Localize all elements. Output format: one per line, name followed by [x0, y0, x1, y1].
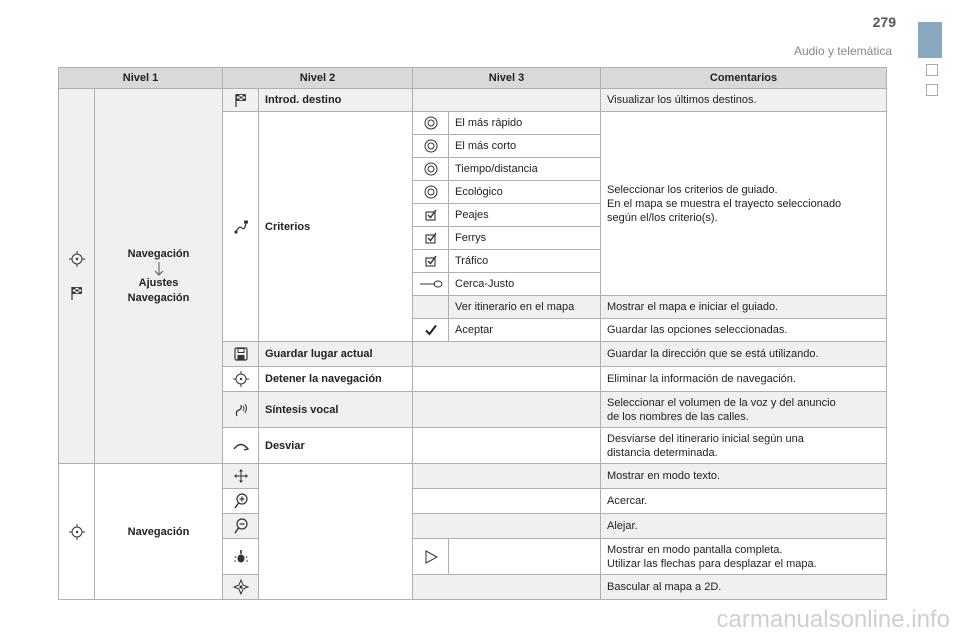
- criterios-comment: [601, 112, 887, 296]
- voice-icon[interactable]: [233, 402, 249, 418]
- option-icon-cell: [413, 204, 449, 227]
- pantalla-comment-line: Utilizar las flechas para desplazar el mapa.: [607, 557, 817, 570]
- introd-destino-label[interactable]: Introd. destino: [259, 89, 413, 112]
- chapter-tab: [918, 22, 942, 58]
- hand-icon-cell: [223, 539, 259, 575]
- header-level-3: Nivel 3: [413, 68, 601, 89]
- mapa2d-comment: Bascular al mapa a 2D.: [601, 575, 887, 600]
- criterios-comment-line: En el mapa se muestra el trayecto seleccionado: [607, 197, 842, 210]
- header-level-2: Nivel 2: [223, 68, 413, 89]
- level1-title: Navegación: [127, 247, 190, 260]
- desviar-icon-cell: [223, 428, 259, 464]
- checkbox-icon[interactable]: [423, 253, 439, 269]
- criterios-comment-line: Seleccionar los criterios de guiado.: [607, 183, 778, 196]
- desviar-comment-line: Desviarse del itinerario inicial según una: [607, 432, 804, 445]
- acercar-comment: Acercar.: [601, 489, 887, 514]
- empty-cell: [413, 464, 601, 489]
- checkmark-icon[interactable]: [423, 322, 439, 338]
- table-header-row: [59, 68, 887, 89]
- empty-cell: [413, 89, 601, 112]
- level1-icons-cell: [59, 89, 95, 464]
- option-icon-cell: [413, 135, 449, 158]
- introd-comment: Visualizar los últimos destinos.: [601, 89, 887, 112]
- route-criteria-icon[interactable]: [233, 219, 249, 235]
- map-2d-icon[interactable]: [233, 579, 249, 595]
- empty-cell: [413, 342, 601, 367]
- aceptar-label[interactable]: Aceptar: [449, 319, 601, 342]
- crosshair-icon[interactable]: [233, 371, 249, 387]
- header-level-1: Nivel 1: [59, 68, 223, 89]
- empty-cell: [413, 367, 601, 392]
- table-row: [59, 464, 887, 489]
- detour-icon[interactable]: [233, 438, 249, 454]
- move-icon-cell: [223, 464, 259, 489]
- radio-option-icon[interactable]: [423, 138, 439, 154]
- watermark: carmanualsonline.info: [716, 606, 950, 633]
- arrow-down-icon: [154, 262, 164, 276]
- criterios-comment-line: según el/los criterio(s).: [607, 211, 718, 224]
- empty-cell: [413, 392, 601, 428]
- option-cerca-justo[interactable]: Cerca-Justo: [449, 273, 601, 296]
- guardar-label[interactable]: Guardar lugar actual: [259, 342, 413, 367]
- empty-cell: [413, 514, 601, 539]
- zoom-out-icon-cell: [223, 514, 259, 539]
- header-comments: Comentarios: [601, 68, 887, 89]
- checkbox-icon[interactable]: [423, 207, 439, 223]
- empty-cell: [413, 489, 601, 514]
- alejar-comment: Alejar.: [601, 514, 887, 539]
- page-number: 279: [872, 14, 896, 30]
- sintesis-comment: [601, 392, 887, 428]
- sintesis-label[interactable]: Síntesis vocal: [259, 392, 413, 428]
- option-icon-cell: [413, 112, 449, 135]
- option-trafico[interactable]: Tráfico: [449, 250, 601, 273]
- ver-itinerario-comment: Mostrar el mapa e iniciar el guiado.: [601, 296, 887, 319]
- criterios-icon-cell: [223, 112, 259, 342]
- zoom-in-icon[interactable]: [233, 493, 249, 509]
- detener-comment: Eliminar la información de navegación.: [601, 367, 887, 392]
- option-icon-cell: [413, 227, 449, 250]
- option-icon-cell: [413, 181, 449, 204]
- level1-icon-cell-2: [59, 464, 95, 600]
- checkered-flag-icon: [69, 285, 85, 301]
- crosshair-icon: [69, 524, 85, 540]
- level1-sub1: Ajustes: [138, 276, 179, 289]
- guardar-comment: Guardar la dirección que se está utilizando.: [601, 342, 887, 367]
- section-title: Audio y telemática: [793, 44, 892, 58]
- chapter-tab-box: [926, 64, 938, 76]
- detener-icon-cell: [223, 367, 259, 392]
- option-tiempo-distancia[interactable]: Tiempo/distancia: [449, 158, 601, 181]
- chapter-tab-box: [926, 84, 938, 96]
- radio-option-icon[interactable]: [423, 184, 439, 200]
- map2d-icon-cell: [223, 575, 259, 600]
- radio-option-icon[interactable]: [423, 115, 439, 131]
- desviar-comment-line: distancia determinada.: [607, 446, 718, 459]
- option-el-mas-rapido[interactable]: El más rápido: [449, 112, 601, 135]
- empty-cell: [259, 464, 413, 600]
- pantalla-comment: [601, 539, 887, 575]
- option-icon-cell: [413, 250, 449, 273]
- empty-cell: [413, 428, 601, 464]
- checkbox-icon[interactable]: [423, 230, 439, 246]
- save-icon[interactable]: [233, 346, 249, 362]
- empty-cell: [413, 296, 449, 319]
- introd-icon-cell: [223, 89, 259, 112]
- pantalla-comment-line: Mostrar en modo pantalla completa.: [607, 543, 783, 556]
- guardar-icon-cell: [223, 342, 259, 367]
- aceptar-icon-cell: [413, 319, 449, 342]
- move-arrows-icon[interactable]: [233, 468, 249, 484]
- crosshair-icon: [69, 251, 85, 267]
- option-icon-cell: [413, 158, 449, 181]
- desviar-comment: [601, 428, 887, 464]
- ver-itinerario-label[interactable]: Ver itinerario en el mapa: [449, 296, 601, 319]
- hand-icon[interactable]: [233, 549, 249, 565]
- navigation-menu-table: [58, 67, 887, 600]
- desviar-label[interactable]: Desviar: [259, 428, 413, 464]
- zoom-in-icon-cell: [223, 489, 259, 514]
- play-icon-cell: [413, 539, 449, 575]
- empty-cell: [449, 539, 601, 575]
- option-ecologico[interactable]: Ecológico: [449, 181, 601, 204]
- empty-cell: [413, 575, 601, 600]
- checkered-flag-icon[interactable]: [233, 92, 249, 108]
- radio-option-icon[interactable]: [423, 161, 439, 177]
- texto-comment: Mostrar en modo texto.: [601, 464, 887, 489]
- option-icon-cell: [413, 273, 449, 296]
- criterios-label[interactable]: Criterios: [259, 112, 413, 342]
- level1-menu-cell: [95, 89, 223, 464]
- sintesis-icon-cell: [223, 392, 259, 428]
- sintesis-comment-line: de los nombres de las calles.: [607, 410, 749, 423]
- option-peajes[interactable]: Peajes: [449, 204, 601, 227]
- play-triangle-icon[interactable]: [423, 549, 439, 565]
- table-row: [59, 89, 887, 112]
- detener-label[interactable]: Detener la navegación: [259, 367, 413, 392]
- level1-title-2: Navegación: [95, 464, 223, 600]
- slider-icon[interactable]: [419, 276, 443, 292]
- option-el-mas-corto[interactable]: El más corto: [449, 135, 601, 158]
- zoom-out-icon[interactable]: [233, 518, 249, 534]
- aceptar-comment: Guardar las opciones seleccionadas.: [601, 319, 887, 342]
- sintesis-comment-line: Seleccionar el volumen de la voz y del anuncio: [607, 396, 836, 409]
- option-ferrys[interactable]: Ferrys: [449, 227, 601, 250]
- level1-sub2: Navegación: [127, 291, 190, 304]
